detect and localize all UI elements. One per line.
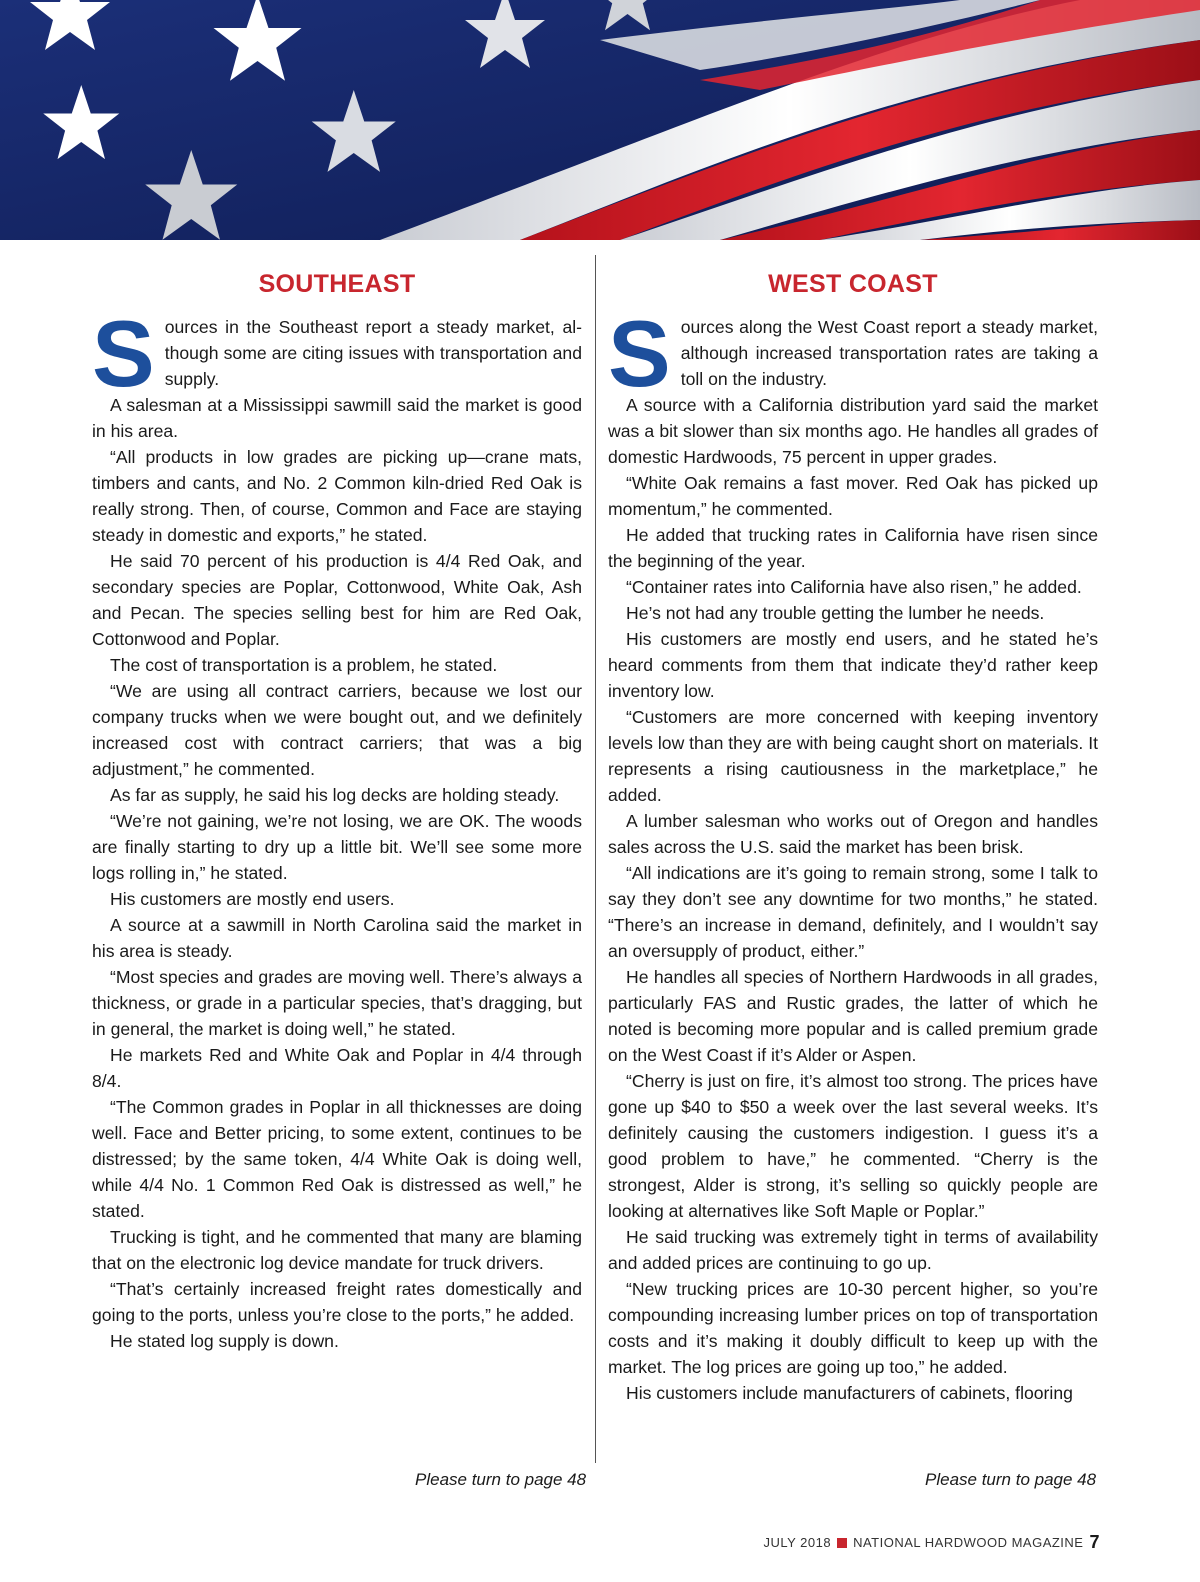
paragraph: “Customers are more concerned with keeping inventory levels low than they are with being caught short on materials. It represents a rising cautiousness in the marketplace,” he added. — [608, 707, 1098, 805]
footer-square-icon — [837, 1538, 847, 1548]
footer-publication: NATIONAL HARDWOOD MAGAZINE — [853, 1535, 1084, 1550]
paragraph: A source with a California distribution yard said the market was a bit slower than six months ago. He handles all grades of domestic Hardwoods, 75 percent in upper grades. — [608, 395, 1098, 467]
page-number: 7 — [1089, 1532, 1100, 1552]
southeast-dropcap: S — [92, 301, 155, 406]
paragraph: He handles all species of Northern Hardwoods in all grades, particularly FAS and Rustic grades, the latter of which he noted is becoming more popular and is called premium grade on the West Coast if it’s Alder or Aspen. — [608, 967, 1098, 1065]
paragraph: His customers are mostly end users, and he stated he’s heard comments from them that indicate they’d rather keep inventory low. — [608, 629, 1098, 701]
paragraph: The cost of transportation is a problem, he stated. — [110, 655, 498, 675]
paragraph: He said 70 percent of his production is 4/4 Red Oak, and secondary species are Poplar, Cottonwood, White Oak, Ash and Pecan. The species selling best for him are Red Oak, Cottonwood and Poplar. — [92, 551, 582, 649]
paragraph: “All indications are it’s going to remain strong, some I talk to say they don’t see any downtime for two months,” he stated. “There’s an increase in demand, definitely, and I wouldn’t say an oversupply of product, either.” — [608, 863, 1098, 961]
paragraph: He’s not had any trouble getting the lumber he needs. — [626, 603, 1045, 623]
southeast-lead-paragraph — [92, 301, 582, 406]
paragraph: “Most species and grades are moving well. There’s always a thickness, or grade in a particular species, that’s dragging, but in general, the market is doing well,” he stated. — [92, 967, 582, 1039]
west-coast-lead-paragraph — [608, 301, 1098, 406]
american-flag-banner-icon — [0, 0, 1200, 240]
paragraph: His customers are mostly end users. — [110, 889, 395, 909]
west-coast-dropcap: S — [608, 301, 671, 406]
paragraph: “New trucking prices are 10-30 percent higher, so you’re compounding increasing lumber prices on top of transportation costs and it’s making it doubly difficult to keep up with the market. The log prices are going up too,” he added. — [608, 1279, 1098, 1377]
southeast-column — [92, 266, 582, 1354]
paragraph: A source at a sawmill in North Carolina said the market in his area is steady. — [92, 915, 582, 961]
paragraph: “All products in low grades are picking up—crane mats, timbers and cants, and No. 2 Common kiln-dried Red Oak is really strong. Then, of course, Common and Face are staying steady in domestic and exports,” he stated. — [92, 447, 582, 545]
west-coast-heading: WEST COAST — [768, 270, 938, 298]
continued-notice-right: Please turn to page 48 — [925, 1470, 1097, 1489]
paragraph: “Container rates into California have also risen,” he added. — [626, 577, 1082, 597]
footer-date: JULY 2018 — [763, 1535, 832, 1550]
flag-banner — [0, 0, 1200, 240]
paragraph: He added that trucking rates in California have risen since the beginning of the year. — [608, 525, 1098, 571]
column-divider — [595, 255, 596, 1463]
continued-notice-left: Please turn to page 48 — [415, 1470, 587, 1489]
west-coast-column — [608, 266, 1098, 1406]
paragraph: “White Oak remains a fast mover. Red Oak has picked up momentum,” he commented. — [608, 473, 1098, 519]
paragraph: A lumber salesman who works out of Oregon and handles sales across the U.S. said the market has been brisk. — [608, 811, 1098, 857]
paragraph: “Cherry is just on fire, it’s almost too strong. The prices have gone up $40 to $50 a week over the last several weeks. It’s definitely causing the customers indigestion. I guess it’s a good problem to have,” he commented. “Cherry is the strongest, Alder is strong, it’s selling so quickly people are looking at alternatives like Soft Maple or Poplar.” — [608, 1071, 1098, 1221]
page-footer — [763, 1532, 1100, 1553]
paragraph: He stated log supply is down. — [110, 1331, 339, 1351]
paragraph-text: ources along the West Coast report a steady market, although increased transportation rates are taking a toll on the industry. — [680, 317, 1098, 389]
paragraph: His customers include manufacturers of cabinets, flooring — [626, 1383, 1073, 1403]
paragraph: A salesman at a Mississippi sawmill said the market is good in his area. — [92, 395, 582, 441]
paragraph: Trucking is tight, and he commented that many are blaming that on the electronic log device mandate for truck drivers. — [92, 1227, 582, 1273]
paragraph: “That’s certainly increased freight rates domestically and going to the ports, unless you’re close to the ports,” he added. — [92, 1279, 582, 1325]
paragraph: As far as supply, he said his log decks are holding steady. — [110, 785, 560, 805]
paragraph: He said trucking was extremely tight in terms of availability and added prices are continuing to go up. — [608, 1227, 1098, 1273]
paragraph-text: ources in the Southeast report a steady market, although some are citing issues with transportation and supply. — [164, 317, 582, 389]
paragraph: “The Common grades in Poplar in all thicknesses are doing well. Face and Better pricing, to some extent, continues to be distressed; by the same token, 4/4 White Oak is doing well, while 4/4 No. 1 Common Red Oak is distressed as well,” he stated. — [92, 1097, 582, 1221]
paragraph: “We are using all contract carriers, because we lost our company trucks when we were bought out, and we definitely increased cost with contract carriers; that was a big adjustment,” he commented. — [92, 681, 582, 779]
southeast-heading: SOUTHEAST — [258, 270, 416, 298]
paragraph: “We’re not gaining, we’re not losing, we are OK. The woods are finally starting to dry up a little bit. We’ll see some more logs rolling in,” he stated. — [92, 811, 582, 883]
paragraph: He markets Red and White Oak and Poplar in 4/4 through 8/4. — [92, 1045, 582, 1091]
